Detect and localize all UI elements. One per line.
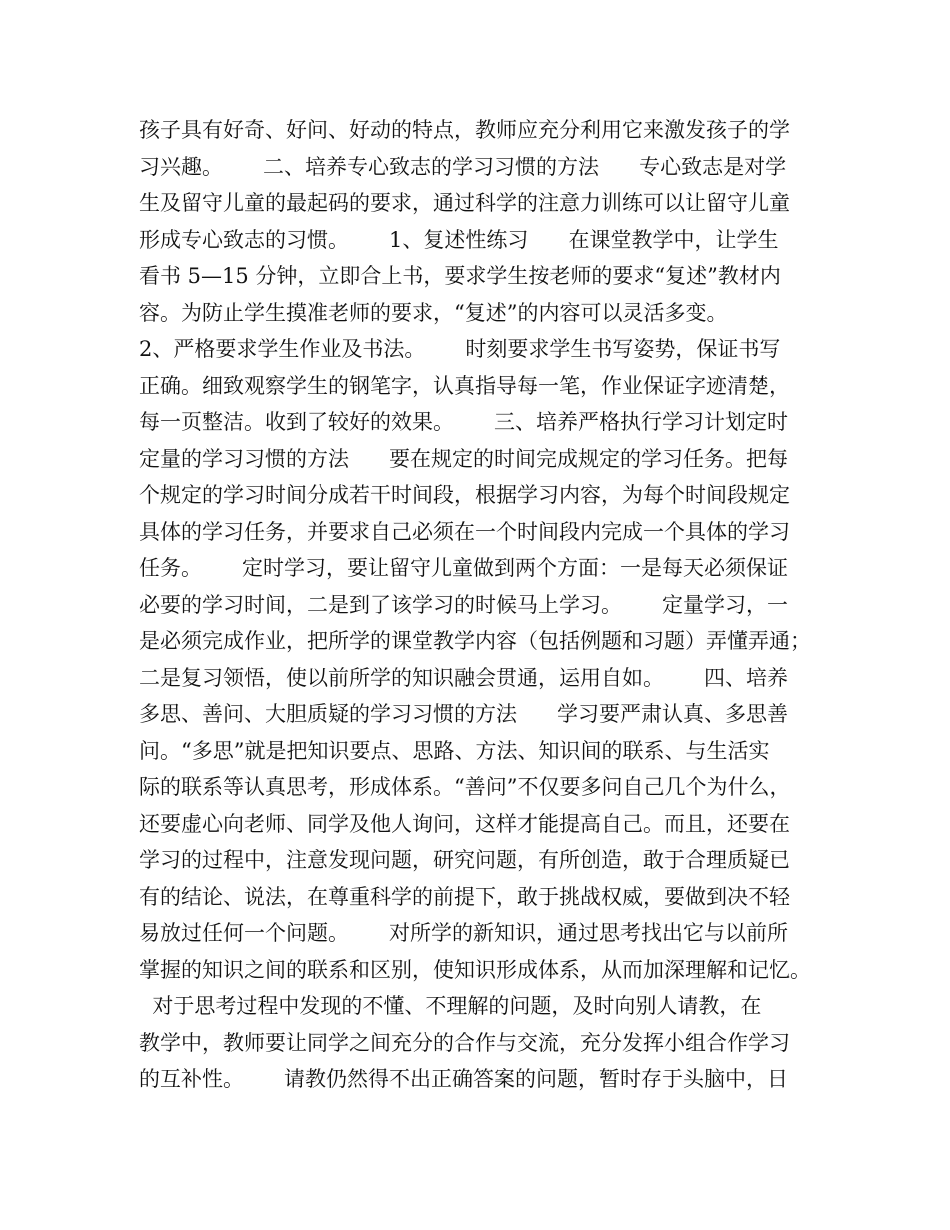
body-text (139, 112, 829, 1098)
text-line: 学习的过程中，注意发现问题，研究问题，有所创造，敢于合理质疑已 (139, 848, 790, 872)
text-line: 个规定的学习时间分成若干时间段，根据学习内容，为每个时间段规定 (139, 483, 790, 507)
text-line: 对于思考过程中发现的不懂、不理解的问题，及时向别人请教，在 (139, 994, 762, 1018)
text-line: 二是复习领悟，使以前所学的知识融会贯通，运用自如。 四、培养 (139, 665, 789, 690)
text-line: 定量的学习习惯的方法 要在规定的时间完成规定的学习任务。把每 (139, 446, 789, 471)
text-line: 看书 5—15 分钟，立即合上书，要求学生按老师的要求“复述”教材内 (139, 264, 781, 288)
text-line: 多思、善问、大胆质疑的学习习惯的方法 学习要严肃认真、多思善 (139, 702, 789, 726)
text-line: 正确。细致观察学生的钢笔字，认真指导每一笔，作业保证字迹清楚， (139, 373, 790, 398)
text-line: 教学中，教师要让同学之间充分的合作与交流，充分发挥小组合作学习 (139, 1030, 790, 1055)
text-line: 孩子具有好奇、好问、好动的特点，教师应充分利用它来激发孩子的学 (139, 118, 790, 142)
text-line: 必要的学习时间，二是到了该学习的时候马上学习。 定量学习，一 (139, 592, 789, 617)
text-line: 生及留守儿童的最起码的要求，通过科学的注意力训练可以让留守儿童 (139, 191, 790, 215)
text-line: 2、严格要求学生作业及书法。 时刻要求学生书写姿势，保证书写 (139, 337, 781, 361)
text-line: 问。“多思”就是把知识要点、思路、方法、知识间的联系、与生活实 (139, 738, 770, 763)
text-line: 的互补性。 请教仍然得不出正确答案的问题，暂时存于头脑中，日 (139, 1067, 789, 1091)
text-line: 有的结论、说法，在尊重科学的前提下，敢于挑战权威，要做到决不轻 (139, 884, 790, 909)
text-line: 具体的学习任务，并要求自己必须在一个时间段内完成一个具体的学习 (139, 519, 790, 544)
text-line: 掌握的知识之间的联系和区别，使知识形成体系，从而加深理解和记忆。 (139, 957, 811, 982)
text-line: 每一页整洁。收到了较好的效果。 三、培养严格执行学习计划定时 (139, 410, 789, 434)
text-line: 际的联系等认真思考，形成体系。“善问”不仅要多问自己几个为什么， (139, 775, 791, 799)
text-line: 容。为防止学生摸准老师的要求，“复述”的内容可以灵活多变。 (139, 300, 728, 325)
text-line: 形成专心致志的习惯。 1、复述性练习 在课堂教学中，让学生 (139, 227, 779, 252)
text-line: 任务。 定时学习，要让留守儿童做到两个方面：一是每天必须保证 (139, 556, 789, 580)
text-line: 还要虚心向老师、同学及他人询问，这样才能提高自己。而且，还要在 (139, 811, 790, 836)
text-line: 习兴趣。 二、培养专心致志的学习习惯的方法 专心致志是对学 (139, 154, 787, 179)
text-line: 易放过任何一个问题。 对所学的新知识，通过思考找出它与以前所 (139, 921, 789, 945)
text-line: 是必须完成作业，把所学的课堂教学内容（包括例题和习题）弄懂弄通； (139, 629, 811, 653)
